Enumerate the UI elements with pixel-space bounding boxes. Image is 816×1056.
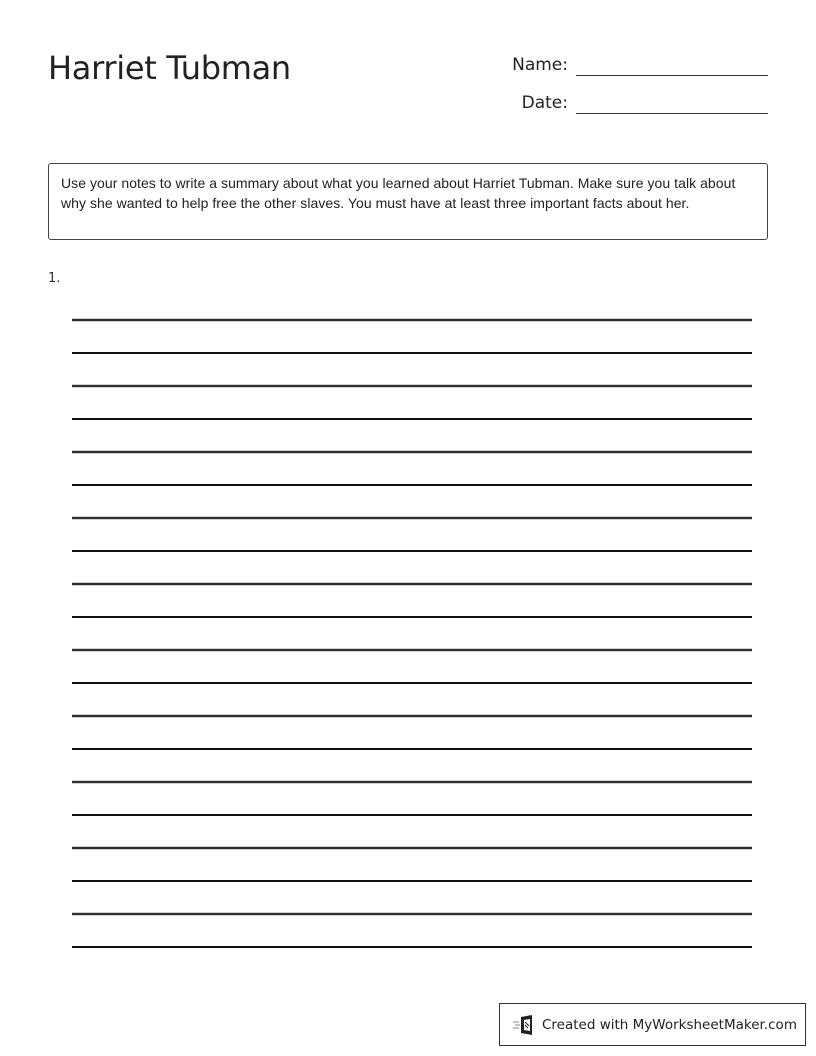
- date-label: Date:: [521, 93, 568, 113]
- writing-line[interactable]: [72, 418, 752, 420]
- footer-credit-text: Created with MyWorksheetMaker.com: [542, 1016, 797, 1033]
- date-input-line[interactable]: [576, 90, 768, 114]
- footer-credit-box[interactable]: [499, 1003, 806, 1046]
- writing-line[interactable]: [72, 484, 752, 486]
- writing-line[interactable]: [72, 682, 752, 684]
- writing-line[interactable]: [72, 781, 752, 783]
- writing-line[interactable]: [72, 913, 752, 915]
- writing-line[interactable]: [72, 319, 752, 321]
- name-label: Name:: [512, 55, 568, 75]
- instructions-box: Use your notes to write a summary about what you learned about Harriet Tubman. Make sure you talk about why she wanted to help free the other slaves. You must have at least three important facts about her.: [48, 163, 768, 240]
- worksheet-title: Harriet Tubman: [48, 49, 291, 87]
- writing-line[interactable]: [72, 847, 752, 849]
- writing-line[interactable]: [72, 649, 752, 651]
- writing-line[interactable]: [72, 880, 752, 882]
- writing-line[interactable]: [72, 715, 752, 717]
- name-input-line[interactable]: [576, 52, 768, 76]
- writing-line[interactable]: [72, 748, 752, 750]
- question-number: 1.: [48, 271, 61, 286]
- writing-line[interactable]: [72, 517, 752, 519]
- writing-line[interactable]: [72, 583, 752, 585]
- date-field-row: [498, 90, 768, 114]
- worksheet-maker-logo-icon: [512, 1014, 536, 1036]
- name-field-row: [498, 52, 768, 76]
- writing-line[interactable]: [72, 451, 752, 453]
- writing-line[interactable]: [72, 946, 752, 948]
- writing-line[interactable]: [72, 385, 752, 387]
- writing-line[interactable]: [72, 616, 752, 618]
- writing-line[interactable]: [72, 814, 752, 816]
- writing-line[interactable]: [72, 352, 752, 354]
- writing-line[interactable]: [72, 550, 752, 552]
